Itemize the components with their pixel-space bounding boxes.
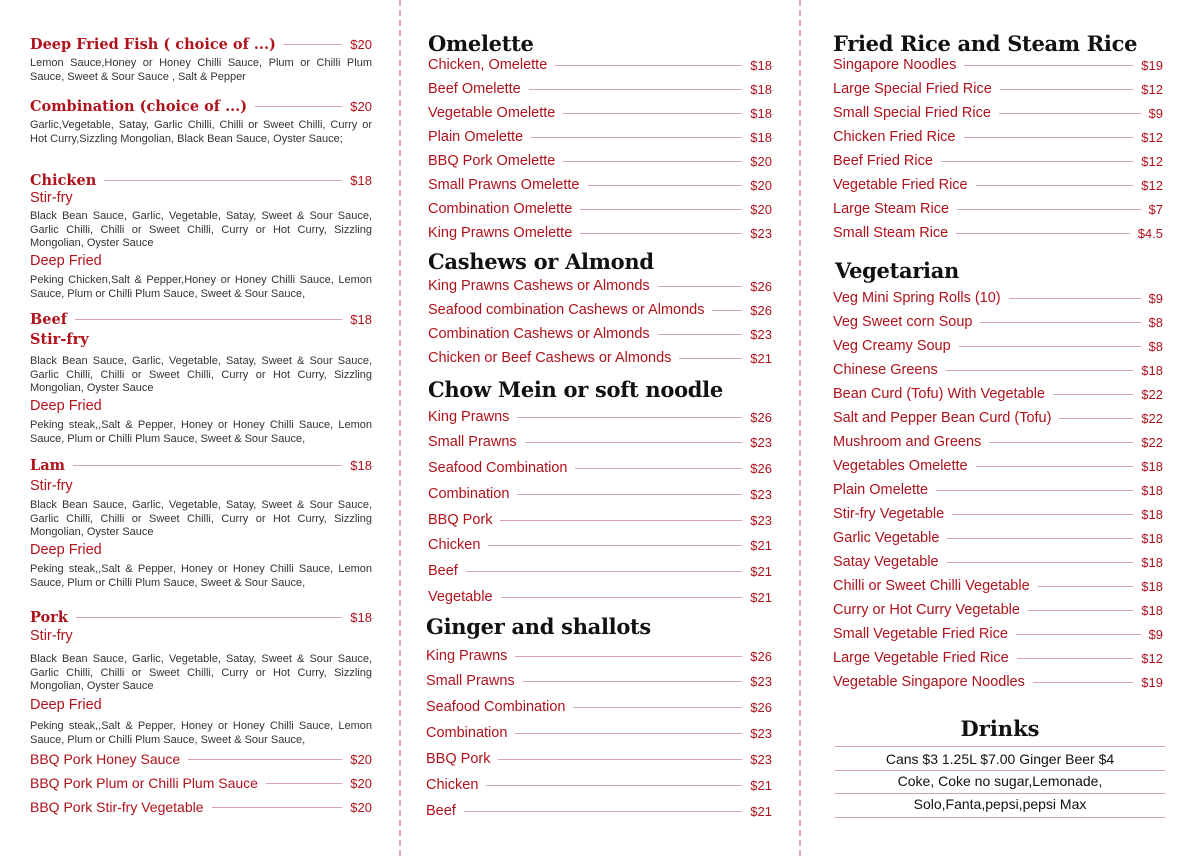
menu-item [426, 648, 772, 664]
price: $21 [750, 537, 772, 553]
menu-item [833, 602, 1163, 618]
price: $18 [750, 81, 772, 97]
price: $18 [750, 129, 772, 145]
item-name: Small Prawns [426, 673, 515, 689]
item-name: Bean Curd (Tofu) With Vegetable [833, 386, 1045, 402]
item-name: BBQ Pork Omelette [428, 153, 556, 169]
item-name: Large Steam Rice [833, 201, 950, 217]
menu-item [833, 105, 1163, 121]
chicken-header [30, 172, 372, 189]
price: $19 [1141, 674, 1163, 690]
drinks-list-line-2: Solo,Fanta,pepsi,pepsi Max [913, 796, 1087, 812]
beef-deep-fried-label: Deep Fried [30, 398, 102, 414]
item-name: Satay Vegetable [833, 554, 939, 570]
menu-item [426, 673, 772, 689]
pork-stir-fry-label: Stir-fry [30, 628, 73, 644]
price: $22 [1141, 410, 1163, 426]
price: $22 [1141, 386, 1163, 402]
item-name: Beef Fried Rice [833, 153, 933, 169]
section-heading-fried-rice: Fried Rice and Steam Rice [833, 31, 1138, 56]
chicken-stir-fry-label: Stir-fry [30, 190, 73, 206]
price: $18 [750, 57, 772, 73]
menu-item [833, 362, 1163, 378]
chicken-deep-fried-label: Deep Fried [30, 253, 102, 269]
price: $9 [1148, 626, 1163, 642]
menu-item [833, 530, 1163, 546]
section-title: Combination (choice of ...) [30, 98, 248, 115]
price: $18 [1141, 602, 1163, 618]
section-heading-cashews: Cashews or Almond [428, 249, 654, 274]
item-name: Seafood combination Cashews or Almonds [428, 302, 705, 318]
menu-item [833, 201, 1163, 217]
item-name: King Prawns [426, 648, 508, 664]
price: $18 [750, 105, 772, 121]
menu-item [833, 225, 1163, 241]
menu-item [428, 105, 772, 121]
price: $20 [750, 201, 772, 217]
beef-stir-fry-description: Black Bean Sauce, Garlic, Vegetable, Satay, Sweet & Sour Sauce, Garlic Chilli, Chilli or Sweet Chilli, Curry or Hot Curry, Sizzling Mongolian, Oyster Sauce [30, 355, 372, 394]
price: $23 [750, 725, 772, 741]
combination-header [30, 98, 372, 115]
section-heading-vegetarian: Vegetarian [835, 258, 959, 283]
price: $21 [750, 803, 772, 819]
item-name: Beef [428, 563, 458, 579]
pork-deep-fried-description: Peking steak,,Salt & Pepper, Honey or Honey Chilli Sauce, Lemon Sauce, Plum or Chilli Plum Sauce, Sweet & Sour Sauce, [30, 720, 372, 746]
price: $20 [750, 153, 772, 169]
price: $23 [750, 434, 772, 450]
menu-item [30, 799, 372, 815]
price: $18 [1141, 554, 1163, 570]
menu-item [833, 386, 1163, 402]
menu-item [428, 460, 772, 476]
menu-item [428, 302, 772, 318]
price: $23 [750, 326, 772, 342]
beef-header [30, 311, 372, 328]
item-name: King Prawns Cashews or Almonds [428, 278, 650, 294]
lam-stir-fry-description: Black Bean Sauce, Garlic, Vegetable, Satay, Sweet & Sour Sauce, Garlic Chilli, Chilli or Sweet Chilli, Curry or Hot Curry, Sizzling Mongolian, Oyster Sauce [30, 499, 372, 538]
item-name: Combination Omelette [428, 201, 573, 217]
price: $21 [750, 350, 772, 366]
pork-stir-fry-description: Black Bean Sauce, Garlic, Vegetable, Satay, Sweet & Sour Sauce, Garlic Chilli, Chilli or Sweet Chilli, Curry or Hot Curry, Sizzling Mongolian, Oyster Sauce [30, 653, 372, 692]
menu-item [426, 725, 772, 741]
drinks-rule-bottom [835, 817, 1165, 818]
item-name: Small Vegetable Fried Rice [833, 626, 1008, 642]
menu-item [833, 434, 1163, 450]
item-name: Curry or Hot Curry Vegetable [833, 602, 1020, 618]
price: $7 [1148, 201, 1163, 217]
item-name: Chicken [426, 777, 479, 793]
item-name: Combination [426, 725, 508, 741]
item-name: Plain Omelette [428, 129, 524, 145]
menu-item [428, 177, 772, 193]
menu-item [833, 458, 1163, 474]
menu-column-1 [30, 0, 372, 856]
menu-item [428, 409, 772, 425]
price: $20 [750, 177, 772, 193]
menu-item [428, 129, 772, 145]
item-name: BBQ Pork Stir-fry Vegetable [30, 799, 204, 815]
drinks-list-line-1: Coke, Coke no sugar,Lemonade, [897, 773, 1103, 789]
item-name: Stir-fry Vegetable [833, 506, 945, 522]
item-name: Large Vegetable Fried Rice [833, 650, 1009, 666]
menu-item [428, 589, 772, 605]
price: $18 [1141, 458, 1163, 474]
price: $20 [350, 751, 372, 767]
item-name: Chicken, Omelette [428, 57, 548, 73]
item-name: Plain Omelette [833, 482, 929, 498]
price: $18 [1141, 530, 1163, 546]
item-name: Small Prawns [428, 434, 517, 450]
item-name: Chicken Fried Rice [833, 129, 956, 145]
item-name: Small Special Fried Rice [833, 105, 991, 121]
item-name: King Prawns [428, 409, 510, 425]
price: $8 [1148, 314, 1163, 330]
price: $12 [1141, 81, 1163, 97]
section-heading-ginger-shallots: Ginger and shallots [426, 614, 651, 639]
menu-item [833, 410, 1163, 426]
column-divider-left [399, 0, 401, 856]
price: $9 [1148, 105, 1163, 121]
deep-fried-fish-header [30, 36, 372, 53]
menu-item [428, 81, 772, 97]
price: $12 [1141, 177, 1163, 193]
menu-item [428, 57, 772, 73]
item-name: Salt and Pepper Bean Curd (Tofu) [833, 410, 1052, 426]
menu-item [833, 650, 1163, 666]
item-name: BBQ Pork [426, 751, 491, 767]
price: $21 [750, 563, 772, 579]
menu-item [428, 153, 772, 169]
price: $18 [350, 173, 372, 188]
price: $20 [350, 799, 372, 815]
price: $12 [1141, 129, 1163, 145]
price: $20 [350, 775, 372, 791]
menu-item [426, 699, 772, 715]
item-name: Chinese Greens [833, 362, 938, 378]
item-name: Small Prawns Omelette [428, 177, 580, 193]
item-name: Beef Omelette [428, 81, 521, 97]
menu-item [833, 314, 1163, 330]
menu-item [833, 153, 1163, 169]
price: $26 [750, 460, 772, 476]
item-name: Garlic Vegetable [833, 530, 940, 546]
menu-item [833, 57, 1163, 73]
item-name: Beef [426, 803, 456, 819]
pork-header [30, 609, 372, 626]
price: $18 [350, 610, 372, 625]
item-name: Chicken [428, 537, 481, 553]
item-name: Small Steam Rice [833, 225, 949, 241]
price: $18 [1141, 362, 1163, 378]
item-name: King Prawns Omelette [428, 225, 573, 241]
price: $26 [750, 302, 772, 318]
price: $21 [750, 589, 772, 605]
item-name: Combination [428, 486, 510, 502]
section-title: Deep Fried Fish ( choice of ...) [30, 36, 276, 53]
item-name: Veg Mini Spring Rolls (10) [833, 290, 1001, 306]
menu-item [428, 326, 772, 342]
price: $23 [750, 512, 772, 528]
item-name: BBQ Pork Honey Sauce [30, 751, 181, 767]
menu-item [833, 290, 1163, 306]
section-heading-chow-mein: Chow Mein or soft noodle [428, 377, 723, 402]
section-heading-drinks: Drinks [960, 716, 1040, 741]
item-name: Singapore Noodles [833, 57, 957, 73]
section-title: Lam [30, 457, 65, 474]
price: $18 [1141, 506, 1163, 522]
price: $23 [750, 673, 772, 689]
section-title: Pork [30, 609, 68, 626]
pork-deep-fried-label: Deep Fried [30, 697, 102, 713]
deep-fried-fish-description: Lemon Sauce,Honey or Honey Chilli Sauce, Plum or Chilli Plum Sauce, Sweet & Sour Sauce , Salt & Pepper [30, 57, 372, 83]
item-name: Veg Sweet corn Soup [833, 314, 973, 330]
item-name: Mushroom and Greens [833, 434, 982, 450]
item-name: BBQ Pork Plum or Chilli Plum Sauce [30, 775, 258, 791]
item-name: Vegetable Singapore Noodles [833, 674, 1025, 690]
item-name: Vegetable Omelette [428, 105, 556, 121]
drinks-prices: Cans $3 1.25L $7.00 Ginger Beer $4 [885, 751, 1115, 767]
menu-item [428, 434, 772, 450]
lam-stir-fry-label: Stir-fry [30, 478, 73, 494]
menu-item [833, 578, 1163, 594]
menu-item [833, 482, 1163, 498]
price: $18 [1141, 578, 1163, 594]
item-name: Vegetable [428, 589, 493, 605]
price: $20 [350, 99, 372, 114]
item-name: Vegetable Fried Rice [833, 177, 968, 193]
menu-item [833, 626, 1163, 642]
menu-item [428, 486, 772, 502]
price: $18 [1141, 482, 1163, 498]
price: $18 [350, 458, 372, 473]
item-name: Chicken or Beef Cashews or Almonds [428, 350, 672, 366]
menu-item [428, 278, 772, 294]
price: $20 [350, 37, 372, 52]
section-title: Chicken [30, 172, 97, 189]
price: $9 [1148, 290, 1163, 306]
price: $19 [1141, 57, 1163, 73]
item-name: BBQ Pork [428, 512, 493, 528]
menu-item [428, 201, 772, 217]
menu-item [833, 338, 1163, 354]
menu-item [30, 775, 372, 791]
menu-item [428, 350, 772, 366]
menu-item [30, 751, 372, 767]
menu-item [428, 563, 772, 579]
section-title: Beef [30, 311, 67, 328]
item-name: Seafood Combination [428, 460, 568, 476]
price: $21 [750, 777, 772, 793]
beef-stir-fry-label: Stir-fry [30, 331, 89, 348]
menu-item [428, 537, 772, 553]
chicken-deep-fried-description: Peking Chicken,Salt & Pepper,Honey or Honey Chilli Sauce, Lemon Sauce, Plum or Chilli Plum Sauce, Sweet & Sour Sauce, [30, 274, 372, 300]
menu-column-2 [428, 0, 772, 856]
lam-header [30, 457, 372, 474]
price: $26 [750, 699, 772, 715]
price: $26 [750, 409, 772, 425]
beef-deep-fried-description: Peking steak,,Salt & Pepper, Honey or Honey Chilli Sauce, Lemon Sauce, Plum or Chilli Plum Sauce, Sweet & Sour Sauce, [30, 419, 372, 445]
drinks-rule-middle [835, 770, 1165, 771]
item-name: Vegetables Omelette [833, 458, 968, 474]
item-name: Veg Creamy Soup [833, 338, 951, 354]
price: $23 [750, 225, 772, 241]
item-name: Chilli or Sweet Chilli Vegetable [833, 578, 1030, 594]
menu-item [833, 129, 1163, 145]
price: $23 [750, 486, 772, 502]
drinks-rule-middle-2 [835, 793, 1165, 794]
price: $12 [1141, 650, 1163, 666]
column-divider-right [799, 0, 801, 856]
menu-item [833, 674, 1163, 690]
drinks-rule-top [835, 746, 1165, 747]
menu-item [833, 554, 1163, 570]
item-name: Combination Cashews or Almonds [428, 326, 650, 342]
price: $23 [750, 751, 772, 767]
menu-item [426, 777, 772, 793]
price: $12 [1141, 153, 1163, 169]
menu-item [426, 751, 772, 767]
price: $26 [750, 278, 772, 294]
section-heading-omelette: Omelette [428, 31, 534, 56]
price: $26 [750, 648, 772, 664]
menu-item [428, 512, 772, 528]
combination-description: Garlic,Vegetable, Satay, Garlic Chilli, Chilli or Sweet Chilli, Curry or Hot Curry,Sizzling Mongolian, Black Bean Sauce, Oyster Sauce; [30, 119, 372, 145]
menu-item [426, 803, 772, 819]
item-name: Large Special Fried Rice [833, 81, 992, 97]
menu-item [833, 177, 1163, 193]
price: $4.5 [1137, 225, 1163, 241]
lam-deep-fried-label: Deep Fried [30, 542, 102, 558]
lam-deep-fried-description: Peking steak,,Salt & Pepper, Honey or Honey Chilli Sauce, Lemon Sauce, Plum or Chilli Plum Sauce, Sweet & Sour Sauce, [30, 563, 372, 589]
chicken-stir-fry-description: Black Bean Sauce, Garlic, Vegetable, Satay, Sweet & Sour Sauce, Garlic Chilli, Chilli or Sweet Chilli, Curry or Hot Curry, Sizzling Mongolian, Oyster Sauce [30, 210, 372, 249]
price: $22 [1141, 434, 1163, 450]
menu-item [833, 81, 1163, 97]
price: $8 [1148, 338, 1163, 354]
menu-item [833, 506, 1163, 522]
price: $18 [350, 312, 372, 327]
menu-item [428, 225, 772, 241]
item-name: Seafood Combination [426, 699, 566, 715]
